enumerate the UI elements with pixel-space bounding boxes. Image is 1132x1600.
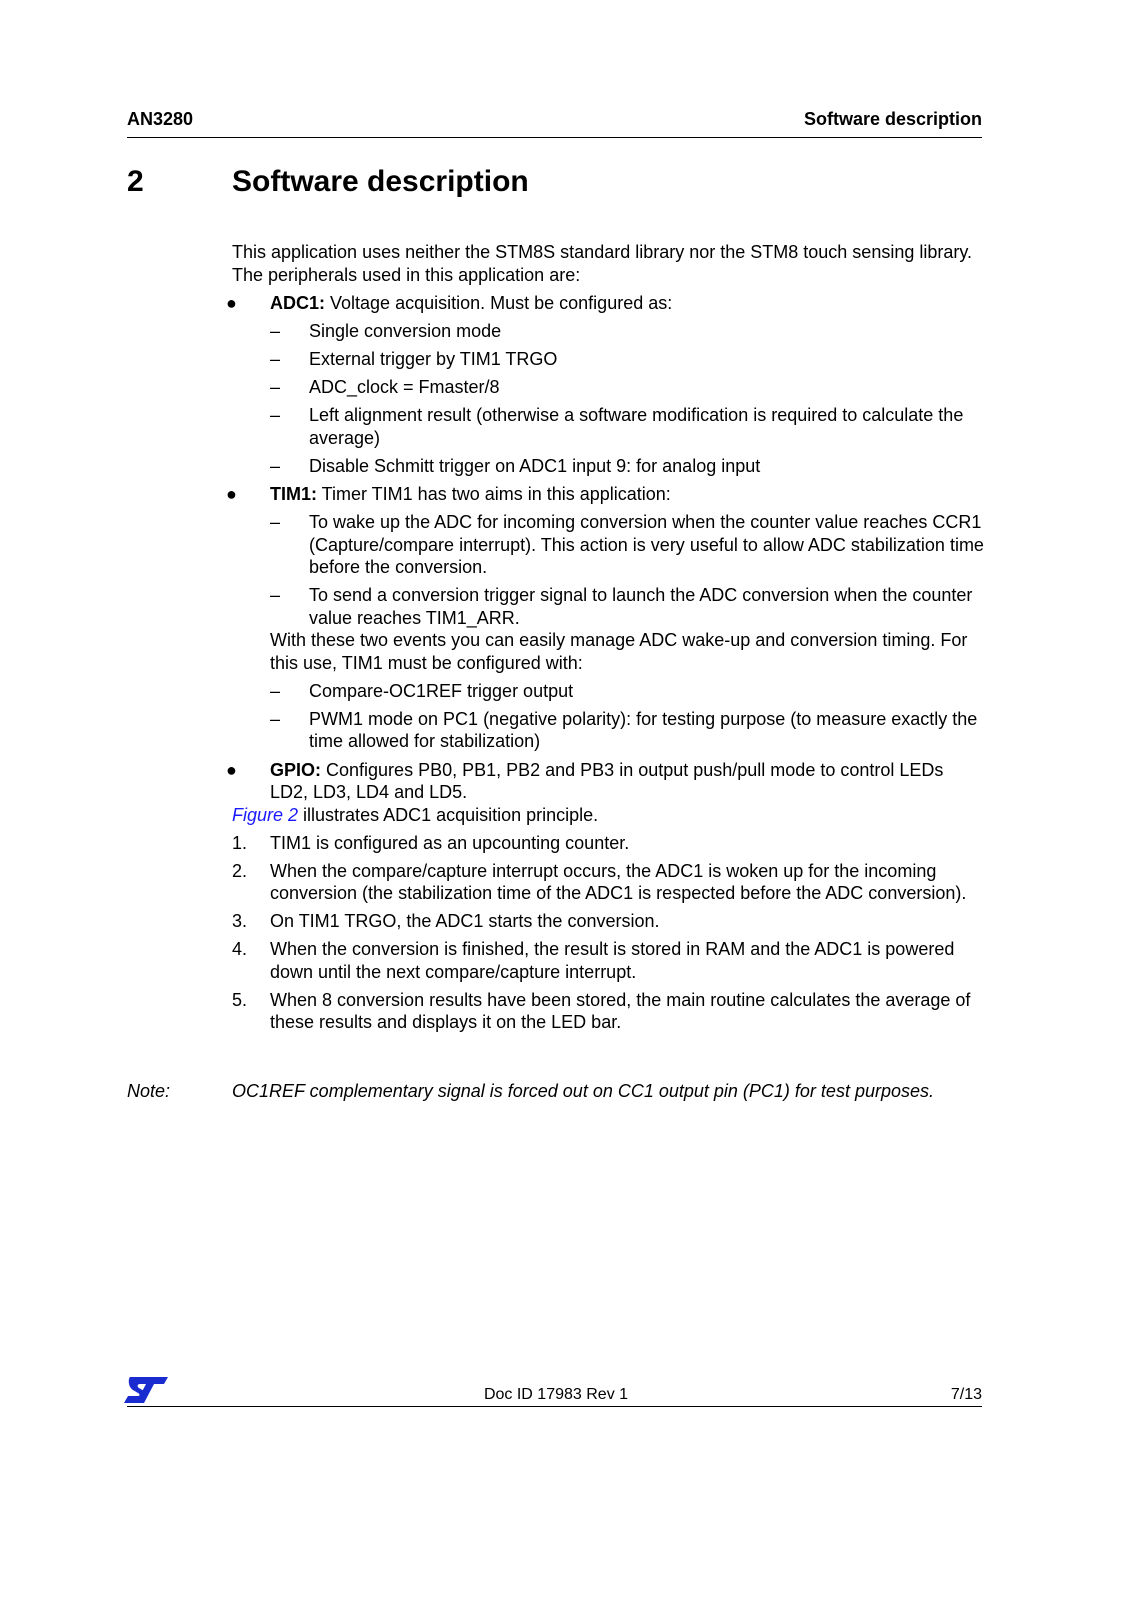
bullet-text: Voltage acquisition. Must be configured as: — [325, 293, 673, 313]
step-item — [232, 860, 984, 905]
footer-page-number: 7/13 — [950, 1386, 982, 1403]
step-text: On TIM1 TRGO, the ADC1 starts the conversion. — [270, 911, 660, 931]
sub-item-text: To send a conversion trigger signal to launch the ADC conversion when the counter value reaches TIM1_ARR. — [309, 585, 973, 628]
header-doc-id: AN3280 — [127, 109, 194, 129]
step-number: 4. — [232, 939, 248, 959]
intro-paragraph: This application uses neither the STM8S standard library nor the STM8 touch sensing library. The peripherals used in this application are: — [232, 242, 973, 285]
bullet-label: TIM1: — [270, 484, 317, 504]
step-item — [232, 938, 984, 983]
dash-icon: – — [270, 377, 281, 397]
dash-icon: – — [270, 455, 281, 476]
sub-item-text: Single conversion mode — [309, 321, 502, 341]
bullet-icon: ● — [226, 293, 237, 313]
sub-item-text: Compare-OC1REF trigger output — [309, 680, 574, 701]
sub-item-text: Disable Schmitt trigger on ADC1 input 9: for analog input — [309, 455, 761, 476]
dash-icon: – — [270, 349, 281, 369]
sub-item — [232, 511, 984, 579]
step-item — [232, 989, 984, 1034]
bullet-text: Configures PB0, PB1, PB2 and PB3 in output push/pull mode to control LEDs LD2, LD3, LD4 and LD5. — [270, 759, 944, 802]
bullet-label: GPIO: — [270, 759, 322, 780]
bullet-text: Timer TIM1 has two aims in this application: — [317, 484, 671, 504]
step-text: When the conversion is finished, the result is stored in RAM and the ADC1 is powered down until the next compare/capture interrupt. — [270, 939, 955, 982]
section-number: 2 — [127, 165, 144, 198]
dash-icon: – — [270, 585, 281, 605]
dash-icon: – — [270, 405, 281, 425]
sub-item — [232, 348, 984, 371]
sub-item-text: ADC_clock = Fmaster/8 — [309, 377, 500, 397]
sub-item — [232, 320, 984, 343]
dash-icon: – — [270, 321, 281, 341]
step-number: 2. — [232, 860, 248, 881]
figure-link[interactable]: Figure 2 — [232, 804, 299, 825]
note-label: Note: — [127, 1081, 171, 1101]
bullet-tim1 — [226, 483, 984, 506]
sub-item-text: PWM1 mode on PC1 (negative polarity): for testing purpose (to measure exactly the time allowed for stabilization) — [309, 708, 978, 751]
dash-icon: – — [270, 708, 281, 729]
bullet-label: ADC1: — [270, 293, 326, 313]
sub-item — [232, 584, 984, 629]
dash-icon: – — [270, 512, 281, 532]
header-section-title: Software description — [803, 109, 982, 129]
sub-item — [232, 455, 984, 478]
footer-rule — [127, 1406, 982, 1407]
step-number: 5. — [232, 989, 248, 1010]
step-item — [232, 910, 984, 933]
bullet-icon: ● — [226, 484, 237, 504]
figure-reference-text: illustrates ADC1 acquisition principle. — [298, 804, 599, 825]
step-item — [232, 832, 984, 855]
dash-icon: – — [270, 680, 281, 701]
note-text: OC1REF complementary signal is forced out on CC1 output pin (PC1) for test purposes. — [232, 1081, 934, 1101]
footer-doc-id: Doc ID 17983 Rev 1 — [483, 1386, 629, 1403]
sub-item — [232, 680, 984, 703]
sub-item-text: Left alignment result (otherwise a software modification is required to calculate the average) — [309, 405, 964, 448]
bullet-gpio — [226, 759, 984, 804]
sub-item — [232, 404, 984, 449]
sub-item — [232, 708, 984, 753]
step-text: TIM1 is configured as an upcounting counter. — [270, 832, 630, 853]
sub-item-text: External trigger by TIM1 TRGO — [309, 349, 558, 369]
header-rule — [127, 137, 982, 138]
body-text — [226, 241, 984, 1034]
step-text: When the compare/capture interrupt occurs, the ADC1 is woken up for the incoming conversion (the stabilization time of the ADC1 is respected before the ADC conversion). — [270, 860, 967, 903]
section-title: Software description — [232, 165, 529, 198]
sub-item — [232, 376, 984, 399]
bullet-adc1 — [226, 292, 984, 315]
step-text: When 8 conversion results have been stored, the main routine calculates the average of these results and displays it on the LED bar. — [270, 989, 971, 1032]
sub-item-text: To wake up the ADC for incoming conversion when the counter value reaches CCR1 (Capture/compare interrupt). This action is very useful to allow ADC stabilization time before the conversion. — [309, 512, 984, 577]
step-number: 3. — [232, 911, 248, 931]
tim1-paragraph: With these two events you can easily manage ADC wake-up and conversion timing. For this use, TIM1 must be configured with: — [270, 630, 968, 673]
figure-reference — [232, 804, 984, 827]
step-number: 1. — [232, 832, 248, 853]
bullet-icon: ● — [226, 759, 237, 780]
